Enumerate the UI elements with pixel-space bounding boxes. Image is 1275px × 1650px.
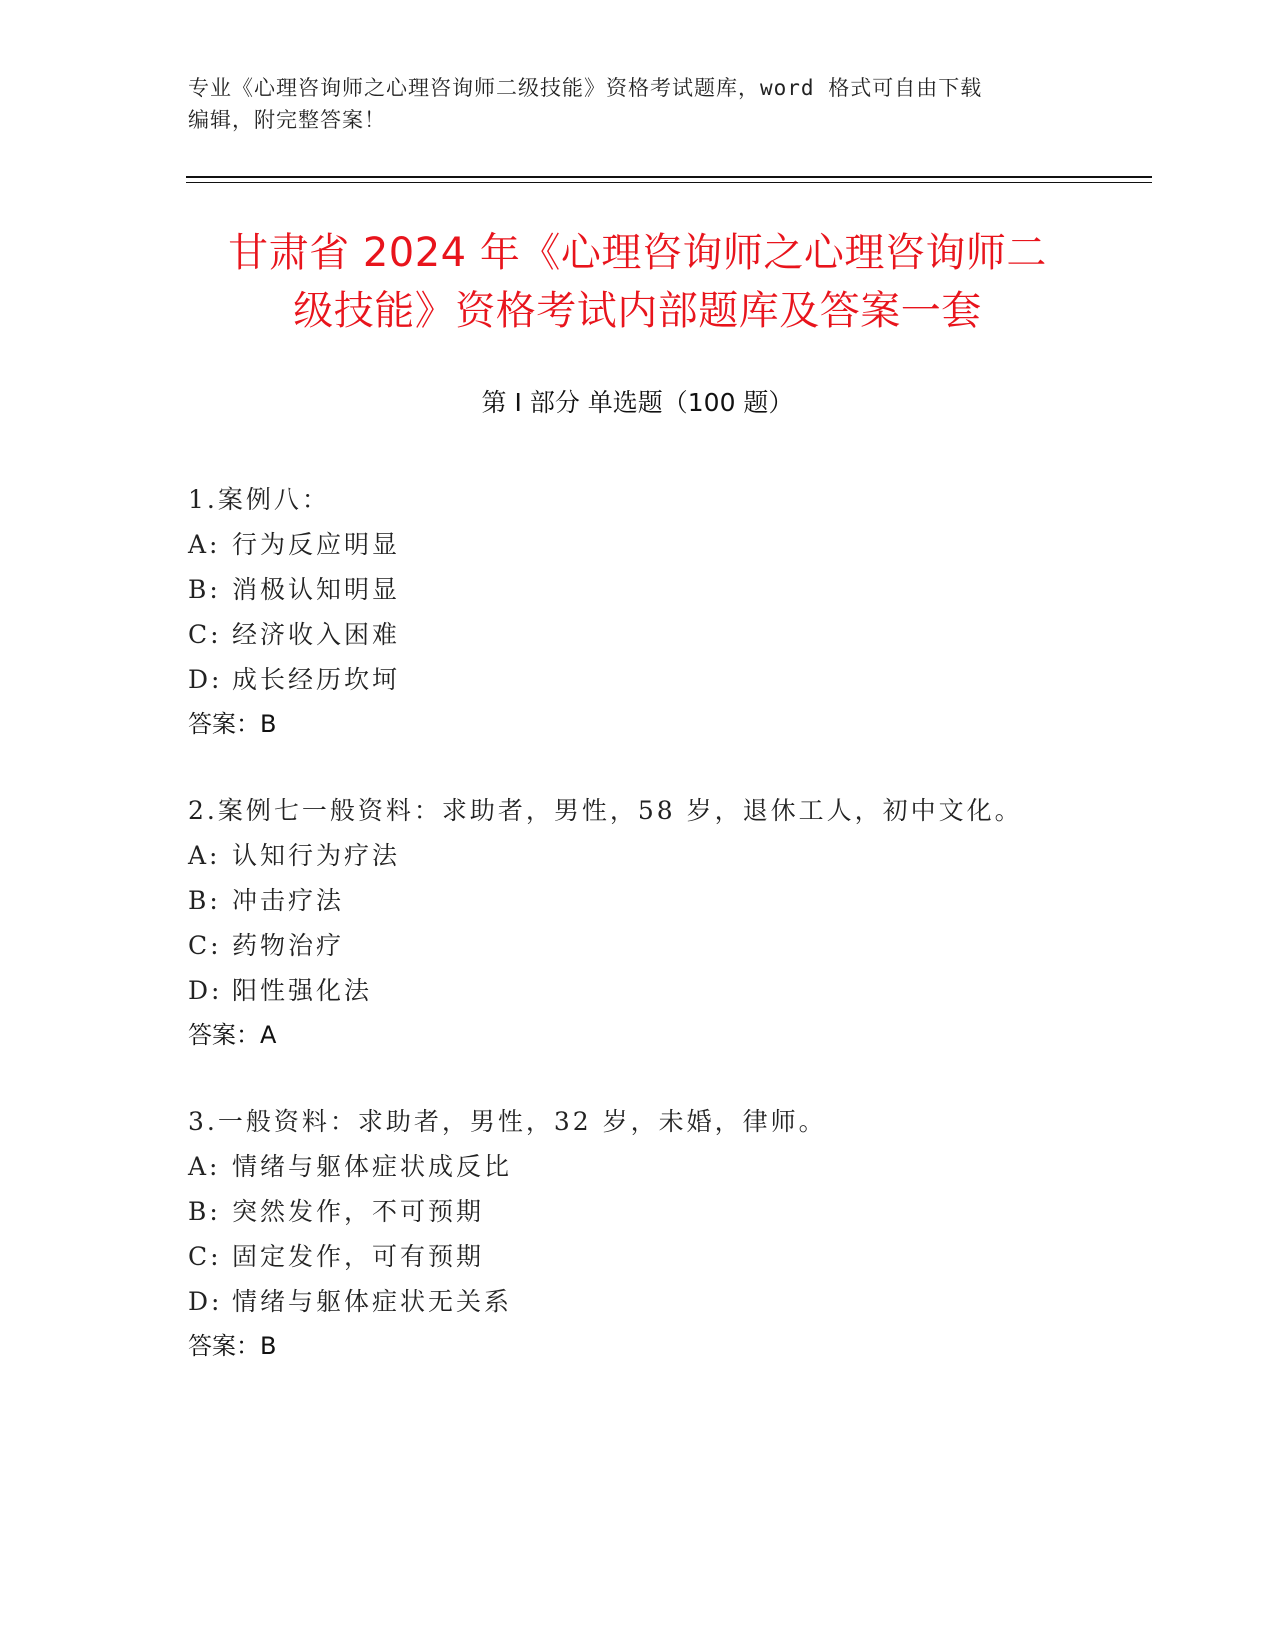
option-c <box>188 1234 1138 1279</box>
option-key: A: <box>188 530 221 559</box>
question-2 <box>188 788 1138 1058</box>
option-a <box>188 522 1138 567</box>
question-stem: 2.案例七一般资料：求助者，男性，58 岁，退休工人，初中文化。 <box>188 796 1023 825</box>
question-list <box>188 477 1138 1410</box>
option-key: C: <box>188 620 222 649</box>
question-3 <box>188 1099 1138 1369</box>
option-key: A: <box>188 1152 221 1181</box>
option-text: 经济收入困难 <box>232 620 401 649</box>
option-b <box>188 878 1138 923</box>
header-divider-thick <box>186 176 1152 178</box>
document-title <box>150 224 1125 340</box>
option-key: A: <box>188 841 221 870</box>
answer: 答案：B <box>188 710 277 738</box>
option-b <box>188 567 1138 612</box>
option-text: 药物治疗 <box>232 931 345 960</box>
document-title-line-1: 甘肃省 2024 年《心理咨询师之心理咨询师二 <box>228 230 1047 276</box>
option-text: 冲击疗法 <box>232 886 345 915</box>
option-key: C: <box>188 931 222 960</box>
question-stem: 1.案例八： <box>188 485 330 514</box>
option-key: B: <box>188 575 221 604</box>
option-a <box>188 1144 1138 1189</box>
section-title: 第 I 部分 单选题（100 题） <box>481 388 794 417</box>
option-text: 突然发作，不可预期 <box>232 1197 485 1226</box>
option-text: 行为反应明显 <box>232 530 401 559</box>
option-text: 认知行为疗法 <box>232 841 401 870</box>
header-divider-thin <box>186 182 1152 183</box>
option-c <box>188 612 1138 657</box>
header-note-line-1: 专业《心理咨询师之心理咨询师二级技能》资格考试题库，word 格式可自由下载 <box>188 76 983 100</box>
answer: 答案：A <box>188 1021 277 1049</box>
option-c <box>188 923 1138 968</box>
option-key: C: <box>188 1242 222 1271</box>
option-b <box>188 1189 1138 1234</box>
option-key: D: <box>188 665 223 694</box>
option-key: D: <box>188 976 223 1005</box>
option-text: 情绪与躯体症状成反比 <box>232 1152 513 1181</box>
option-text: 成长经历坎坷 <box>232 665 401 694</box>
option-key: B: <box>188 886 221 915</box>
question-stem: 3.一般资料：求助者，男性，32 岁，未婚，律师。 <box>188 1107 827 1136</box>
option-a <box>188 833 1138 878</box>
document-title-line-2: 级技能》资格考试内部题库及答案一套 <box>293 288 982 334</box>
header-note-line-2: 编辑，附完整答案！ <box>188 108 386 132</box>
option-key: B: <box>188 1197 221 1226</box>
answer: 答案：B <box>188 1332 277 1360</box>
question-1 <box>188 477 1138 747</box>
header-note <box>188 72 1088 136</box>
option-text: 固定发作，可有预期 <box>232 1242 485 1271</box>
option-d <box>188 657 1138 702</box>
option-text: 情绪与躯体症状无关系 <box>232 1287 513 1316</box>
option-d <box>188 968 1138 1013</box>
option-text: 消极认知明显 <box>232 575 401 604</box>
option-key: D: <box>188 1287 223 1316</box>
option-text: 阳性强化法 <box>232 976 373 1005</box>
option-d <box>188 1279 1138 1324</box>
